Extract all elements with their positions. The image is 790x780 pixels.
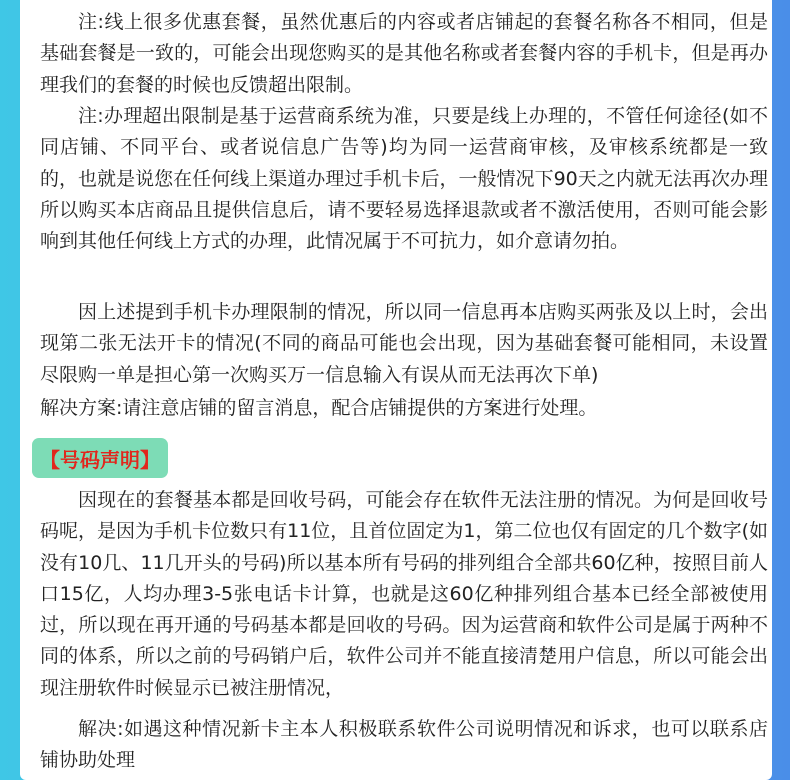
note-paragraph-2: 注:办理超出限制是基于运营商系统为准，只要是线上办理的，不管任何途径(如不同店铺、不同平台、或者说信息广告等)均为同一运营商审核，及审核系统都是一致的，也就是说您在任何线上渠道办理过手机卡后，一般情况下90天之内就无法再次办理所以购买本店商品且提供信息后，请不要轻易选择退款或者不激活使用，否则可能会影响到其他任何线上方式的办理，此情况属于不可抗力，如介意请勿拍。 [40, 105, 768, 253]
solution-paragraph: 解决方案:请注意店铺的留言消息，配合店铺提供的方案进行处理。 [40, 397, 598, 419]
note-paragraph-1: 注:线上很多优惠套餐，虽然优惠后的内容或者店铺起的套餐名称各不相同，但是基础套餐是一致的，可能会出现您购买的是其他名称或者套餐内容的手机卡，但是再办理我们的套餐的时候也反馈超出限制。 [40, 11, 768, 96]
number-solution-paragraph: 解决:如遇这种情况新卡主本人积极联系软件公司说明情况和诉求，也可以联系店铺协助处理 [40, 718, 768, 772]
number-statement-tag [32, 438, 168, 478]
number-statement-title: 【号码声明】 [40, 447, 160, 472]
note-paragraph-3: 因上述提到手机卡办理限制的情况，所以同一信息再本店购买两张及以上时，会出现第二张无法开卡的情况(不同的商品可能也会出现，因为基础套餐可能相同，未设置尽限购一单是担心第一次购买万一信息输入有误从而无法再次下单) [40, 301, 768, 386]
number-statement-paragraph: 因现在的套餐基本都是回收号码，可能会存在软件无法注册的情况。为何是回收号码呢，是因为手机卡位数只有11位，且首位固定为1，第二位也仅有固定的几个数字(如没有10几、11几开头的号码)所以基本所有号码的排列组合全部共60亿种，按照目前人口15亿，人均办理3-5张电话卡计算，也就是这60亿种排列组合基本已经全部被使用过，所以现在再开通的号码基本都是回收的号码。因为运营商和软件公司是属于两种不同的体系，所以之前的号码销户后，软件公司并不能直接清楚用户信息，所以可能会出现注册软件时候显示已被注册情况， [40, 489, 768, 699]
